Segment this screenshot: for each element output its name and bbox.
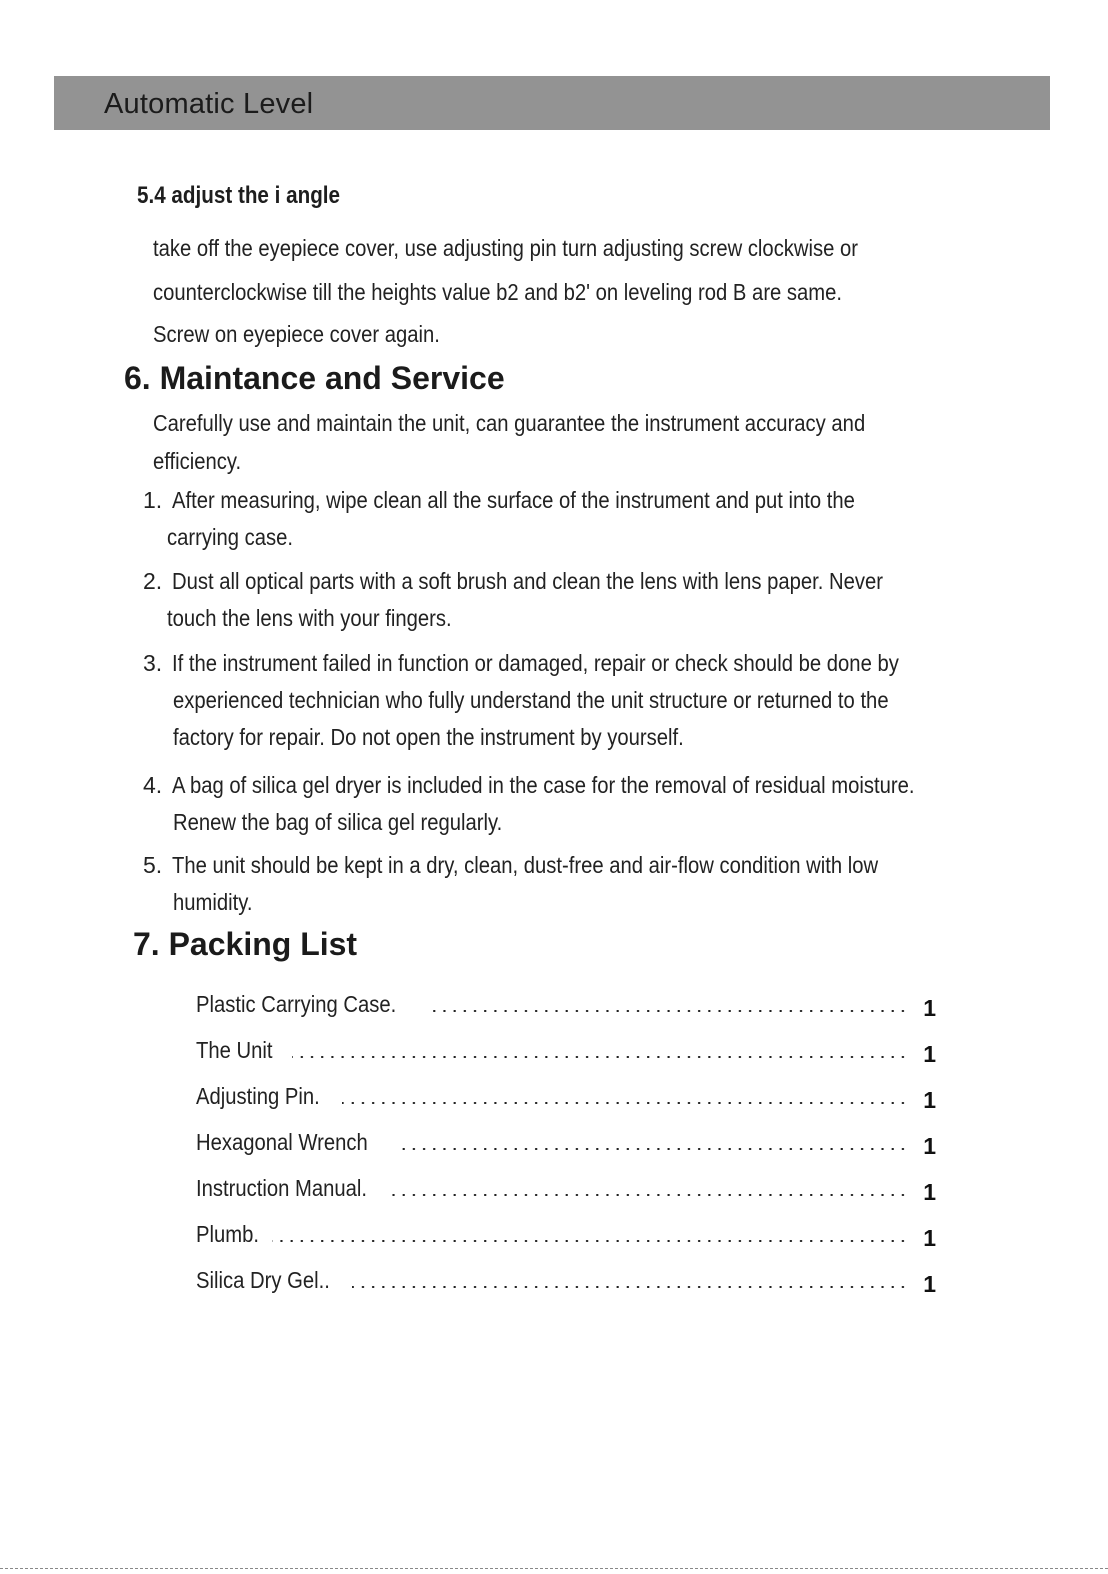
list-item-number: 2. bbox=[143, 568, 163, 594]
packing-item-qty: 1 bbox=[923, 1133, 936, 1159]
packing-list-item bbox=[196, 1168, 936, 1205]
section-5-4-line: counterclockwise till the heights value b2 and b2' on leveling rod B are same. bbox=[153, 279, 843, 305]
leader-dots bbox=[272, 1240, 908, 1242]
list-item-line: factory for repair. Do not open the instrument by yourself. bbox=[173, 724, 684, 750]
leader-dots bbox=[428, 1010, 908, 1012]
packing-list-item bbox=[196, 1076, 936, 1113]
packing-item-qty: 1 bbox=[923, 1179, 936, 1205]
list-item-line: humidity. bbox=[173, 889, 253, 915]
list-item-line: If the instrument failed in function or damaged, repair or check should be done by bbox=[172, 650, 899, 676]
list-item-line: A bag of silica gel dryer is included in the case for the removal of residual moisture. bbox=[172, 772, 915, 798]
section-6-heading: 6. Maintance and Service bbox=[124, 360, 505, 396]
leader-dots bbox=[342, 1102, 908, 1104]
leader-dots bbox=[396, 1148, 908, 1150]
section-5-4-heading: 5.4 adjust the i angle bbox=[137, 182, 341, 209]
list-item-number: 4. bbox=[143, 772, 163, 798]
packing-list-item bbox=[196, 1260, 936, 1297]
list-item-number: 3. bbox=[143, 650, 163, 676]
list-item-line: touch the lens with your fingers. bbox=[167, 605, 452, 631]
section-7-heading: 7. Packing List bbox=[133, 926, 358, 962]
packing-item-label: The Unit bbox=[196, 1037, 273, 1063]
list-item-number: 1. bbox=[143, 487, 163, 513]
section-5-4-line: take off the eyepiece cover, use adjusting pin turn adjusting screw clockwise or bbox=[153, 235, 859, 261]
list-item-line: The unit should be kept in a dry, clean, dust-free and air-flow condition with low bbox=[172, 852, 879, 878]
list-item-number: 5. bbox=[143, 852, 163, 878]
packing-item-qty: 1 bbox=[923, 1087, 936, 1113]
packing-item-label: Instruction Manual. bbox=[196, 1175, 368, 1201]
section-6-intro-line: efficiency. bbox=[153, 448, 242, 474]
packing-item-label: Plumb. bbox=[196, 1221, 260, 1247]
packing-item-label: Plastic Carrying Case. bbox=[196, 991, 397, 1017]
page-bottom-edge bbox=[0, 1568, 1108, 1569]
packing-list-item bbox=[196, 1214, 936, 1251]
packing-list-item bbox=[196, 984, 936, 1021]
packing-item-qty: 1 bbox=[923, 1271, 936, 1297]
packing-item-qty: 1 bbox=[923, 995, 936, 1021]
packing-item-label: Silica Dry Gel.. bbox=[196, 1267, 330, 1293]
packing-item-label: Hexagonal Wrench bbox=[196, 1129, 368, 1155]
leader-dots bbox=[392, 1194, 908, 1196]
packing-item-qty: 1 bbox=[923, 1041, 936, 1067]
packing-list-item bbox=[196, 1122, 936, 1159]
section-6-intro-line: Carefully use and maintain the unit, can guarantee the instrument accuracy and bbox=[153, 410, 866, 436]
list-item-line: experienced technician who fully understand the unit structure or returned to the bbox=[173, 687, 889, 713]
list-item-line: carrying case. bbox=[167, 524, 293, 550]
list-item-line: Dust all optical parts with a soft brush and clean the lens with lens paper. Never bbox=[172, 568, 884, 594]
header-bar bbox=[54, 76, 1050, 130]
leader-dots bbox=[352, 1286, 908, 1288]
page-header-title: Automatic Level bbox=[104, 88, 314, 120]
leader-dots bbox=[292, 1056, 908, 1058]
list-item-line: Renew the bag of silica gel regularly. bbox=[173, 809, 503, 835]
packing-item-label: Adjusting Pin. bbox=[196, 1083, 320, 1109]
section-5-4-line: Screw on eyepiece cover again. bbox=[153, 321, 440, 347]
packing-item-qty: 1 bbox=[923, 1225, 936, 1251]
packing-list-item bbox=[196, 1030, 936, 1067]
list-item-line: After measuring, wipe clean all the surface of the instrument and put into the bbox=[172, 487, 855, 513]
